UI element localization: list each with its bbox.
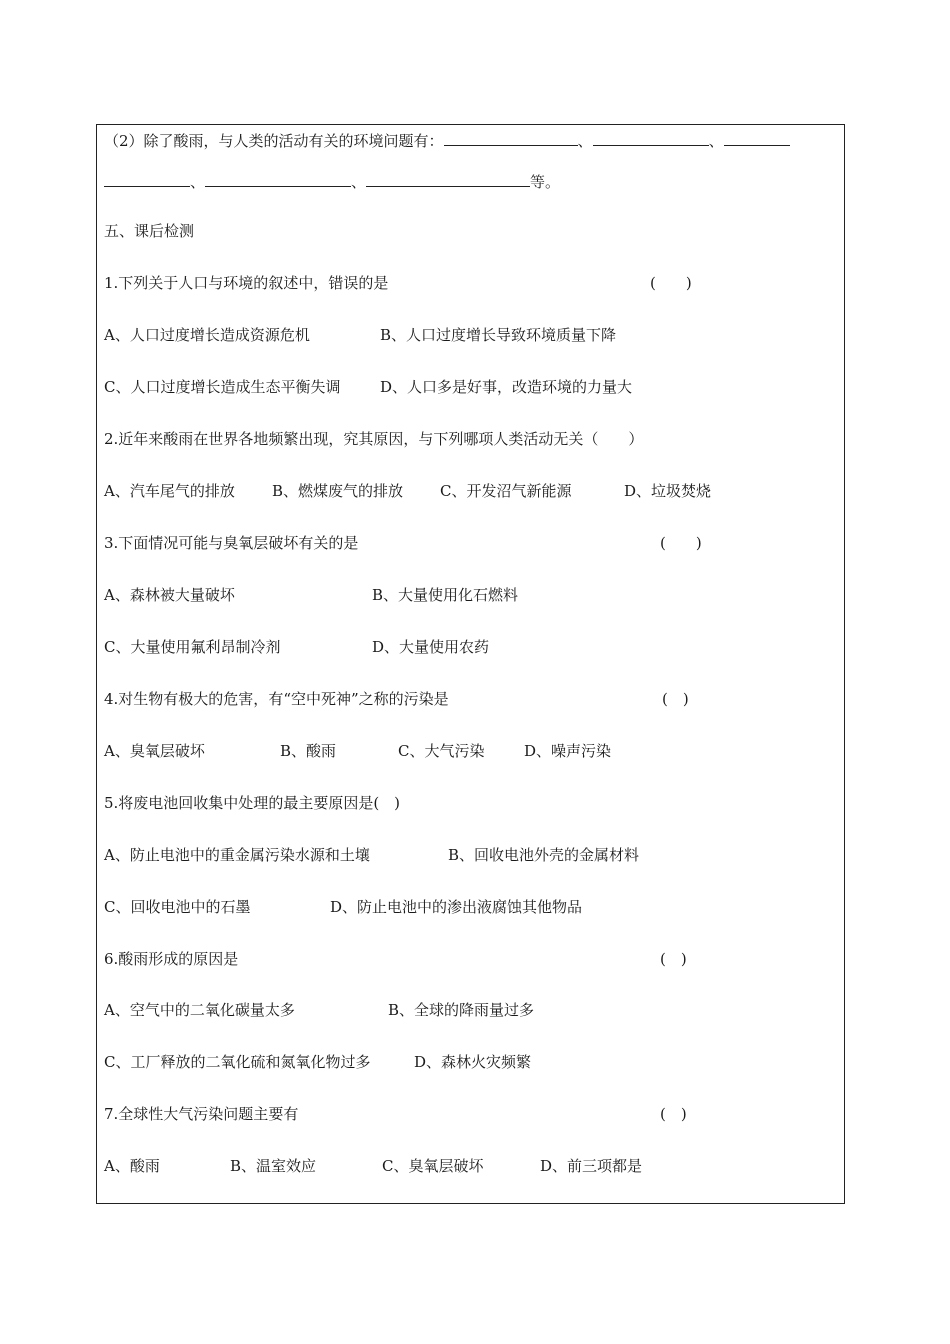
option-c[interactable]: C、大量使用氟利昂制冷剂 (104, 638, 281, 656)
option-c[interactable]: C、臭氧层破坏 (382, 1157, 484, 1175)
question-stem: 4.对生物有极大的危害，有“空中死神”之称的污染是 (104, 690, 449, 708)
option-a[interactable]: A、臭氧层破坏 (104, 742, 205, 760)
option-d[interactable]: D、垃圾焚烧 (624, 482, 712, 500)
option-c[interactable]: C、开发沼气新能源 (440, 482, 572, 500)
fill-blank[interactable] (593, 131, 709, 146)
answer-paren[interactable]: ( ) (660, 950, 687, 968)
fill-blank[interactable] (366, 172, 530, 187)
option-a[interactable]: A、森林被大量破坏 (104, 586, 235, 604)
fill-blank[interactable] (444, 131, 578, 146)
option-c[interactable]: C、工厂释放的二氧化硫和氮氧化物过多 (104, 1053, 371, 1071)
option-d[interactable]: D、噪声污染 (524, 742, 612, 760)
option-b[interactable]: B、大量使用化石燃料 (372, 586, 519, 604)
answer-paren[interactable]: ( ) (660, 534, 702, 552)
option-b[interactable]: B、温室效应 (230, 1157, 317, 1175)
option-c[interactable]: C、人口过度增长造成生态平衡失调 (104, 378, 341, 396)
section-title: 五、课后检测 (104, 222, 195, 240)
option-d[interactable]: D、森林火灾频繁 (414, 1053, 532, 1071)
option-a[interactable]: A、空气中的二氧化碳量太多 (104, 1001, 295, 1019)
option-a[interactable]: A、酸雨 (104, 1157, 160, 1175)
question-stem: 6.酸雨形成的原因是 (104, 950, 239, 968)
option-b[interactable]: B、人口过度增长导致环境质量下降 (380, 326, 617, 344)
option-d[interactable]: D、防止电池中的渗出液腐蚀其他物品 (330, 898, 583, 916)
fill-blank[interactable] (104, 172, 190, 187)
option-b[interactable]: B、酸雨 (280, 742, 337, 760)
q2-fill-line-2: 、 、 等。 (104, 172, 560, 192)
option-a[interactable]: A、汽车尾气的排放 (104, 482, 235, 500)
option-b[interactable]: B、燃煤废气的排放 (272, 482, 404, 500)
fill-blank[interactable] (724, 131, 790, 146)
fill-blank[interactable] (205, 172, 351, 187)
option-a[interactable]: A、防止电池中的重金属污染水源和土壤 (104, 846, 370, 864)
option-b[interactable]: B、回收电池外壳的金属材料 (448, 846, 640, 864)
answer-paren[interactable]: ( ) (650, 274, 692, 292)
question-stem: 2.近年来酸雨在世界各地频繁出现，究其原因，与下列哪项人类活动无关（ ） (104, 430, 644, 448)
option-d[interactable]: D、人口多是好事，改造环境的力量大 (380, 378, 633, 396)
answer-paren[interactable]: ( ) (662, 690, 689, 708)
question-stem: 3.下面情况可能与臭氧层破坏有关的是 (104, 534, 359, 552)
option-d[interactable]: D、大量使用农药 (372, 638, 490, 656)
option-b[interactable]: B、全球的降雨量过多 (388, 1001, 535, 1019)
option-a[interactable]: A、人口过度增长造成资源危机 (104, 326, 310, 344)
question-stem: 7.全球性大气污染问题主要有 (104, 1105, 299, 1123)
option-c[interactable]: C、大气污染 (398, 742, 485, 760)
option-d[interactable]: D、前三项都是 (540, 1157, 643, 1175)
q2-fill-line: （2）除了酸雨，与人类的活动有关的环境问题有： 、 、 (104, 131, 790, 151)
question-stem: 1.下列关于人口与环境的叙述中，错误的是 (104, 274, 389, 292)
question-stem: 5.将废电池回收集中处理的最主要原因是( ) (104, 794, 401, 812)
q2-prefix: （2）除了酸雨，与人类的活动有关的环境问题有： (104, 132, 444, 150)
option-c[interactable]: C、回收电池中的石墨 (104, 898, 251, 916)
answer-paren[interactable]: ( ) (660, 1105, 687, 1123)
